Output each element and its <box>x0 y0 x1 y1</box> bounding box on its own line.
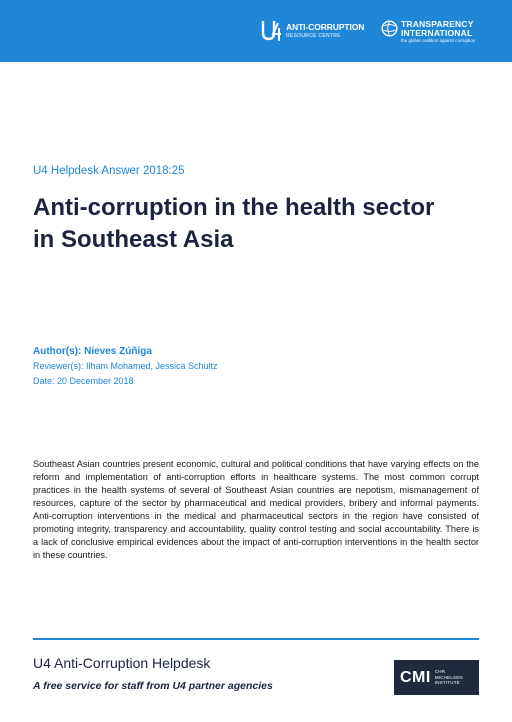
cmi-logo[interactable] <box>394 660 479 695</box>
footer-tagline: A free service for staff from U4 partner agencies <box>33 680 273 692</box>
cmi-logo-letters: CMI <box>400 668 431 686</box>
cmi-logo-name <box>435 669 463 686</box>
u4-logo[interactable] <box>261 18 364 44</box>
reviewers-line: Reviewer(s): Ilham Mohamed, Jessica Schultz <box>33 361 218 371</box>
document-title-line2: in Southeast Asia <box>33 226 234 253</box>
u4-logo-text <box>286 23 364 39</box>
cmi-logo-line1: CHR. <box>434 669 447 675</box>
u4-logo-subtitle: RESOURCE CENTRE <box>286 32 341 39</box>
u4-logo-mark-icon <box>261 19 283 43</box>
cmi-logo-line3: INSTITUTE <box>434 680 460 686</box>
header-band <box>0 0 512 62</box>
cmi-logo-line2: MICHELSEN <box>434 674 463 680</box>
ti-logo-line1: TRANSPARENCY <box>401 19 474 29</box>
document-metadata <box>33 344 218 389</box>
ti-logo-text <box>401 20 475 44</box>
author-line: Author(s): Nieves Zúñiga <box>33 346 152 357</box>
footer-divider <box>33 638 479 640</box>
u4-logo-title: ANTI-CORRUPTION <box>286 22 365 33</box>
ti-globe-icon <box>381 20 398 37</box>
document-title <box>33 192 493 256</box>
footer-title: U4 Anti-Corruption Helpdesk <box>33 655 211 671</box>
ti-logo-line2: INTERNATIONAL <box>401 27 473 38</box>
date-line: Date: 20 December 2018 <box>33 376 134 386</box>
series-label: U4 Helpdesk Answer 2018:25 <box>33 165 185 177</box>
ti-logo[interactable] <box>381 20 475 44</box>
ti-logo-tagline: the global coalition against corruption <box>401 38 476 43</box>
abstract-paragraph: Southeast Asian countries present economic, cultural and political conditions that have varying effects on the reform and implementation of anti-corruption efforts in healthcare systems. The most common corrupt practices in the health systems of several of Southeast Asian countries are nepotism, mismanagement of resources, capture of the sector by pharmaceutical and medical providers, bribery and informal payments. Anti-corruption interventions in the medical and pharmaceutical sectors in the region have consisted of promoting integrity, transparency and accountability, quality control testing and social accountability. There is a lack of conclusive empirical evidences about the impact of anti-corruption interventions in the health sector in these countries. <box>33 459 479 560</box>
document-title-line1: Anti-corruption in the health sector <box>33 194 435 221</box>
